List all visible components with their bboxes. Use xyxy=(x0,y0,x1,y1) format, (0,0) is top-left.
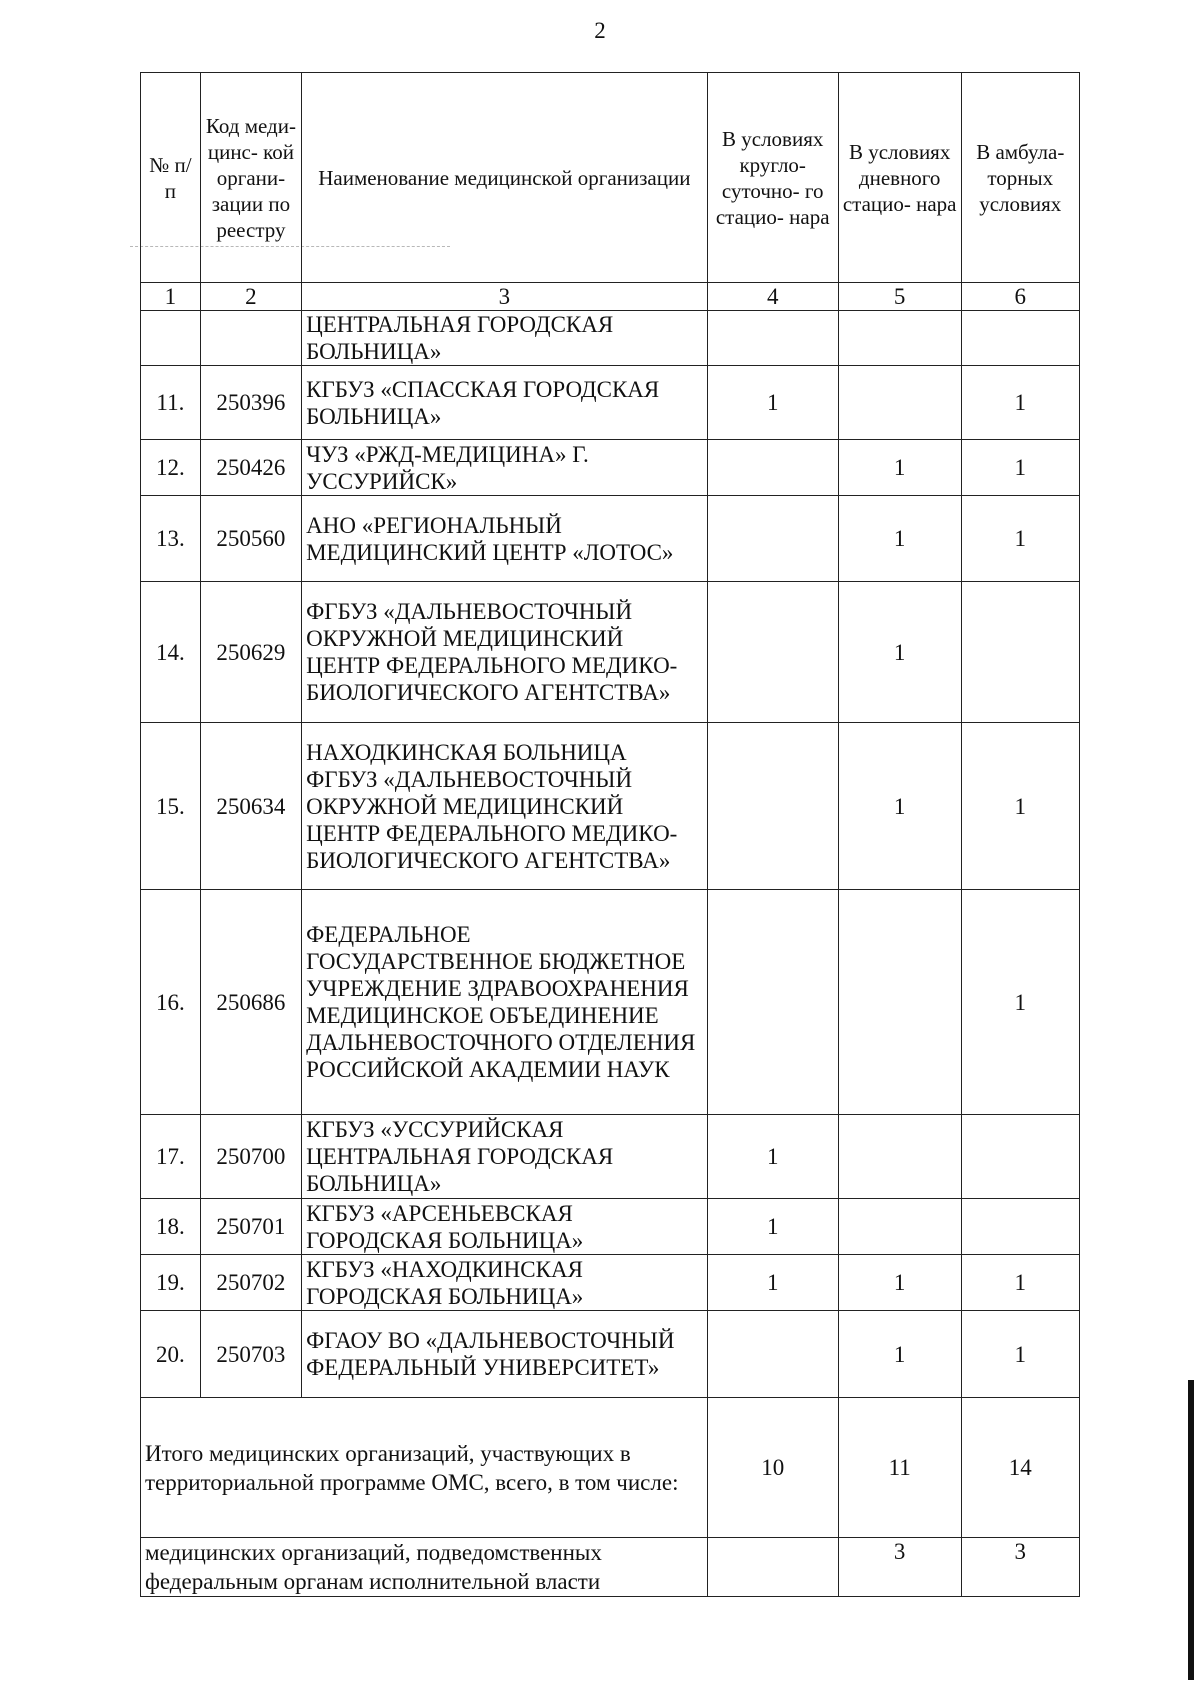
row-round-clock xyxy=(707,723,838,890)
row-outpatient xyxy=(961,582,1079,723)
table-row xyxy=(141,366,1080,440)
row-org-name: АНО «РЕГИОНАЛЬНЫЙ МЕДИЦИНСКИЙ ЦЕНТР «ЛОТОС» xyxy=(302,496,707,582)
column-number-row xyxy=(141,283,1080,311)
row-code: 250634 xyxy=(200,723,301,890)
row-code: 250700 xyxy=(200,1115,301,1199)
row-org-name: ФЕДЕРАЛЬНОЕ ГОСУДАРСТВЕННОЕ БЮДЖЕТНОЕ УЧРЕЖДЕНИЕ ЗДРАВООХРАНЕНИЯ МЕДИЦИНСКОЕ ОБЪЕДИНЕНИЕ ДАЛЬНЕВОСТОЧНОГО ОТДЕЛЕНИЯ РОССИЙСКОЙ АКАДЕМИИ НАУК xyxy=(302,890,707,1115)
row-org-name: ФГАОУ ВО «ДАЛЬНЕВОСТОЧНЫЙ ФЕДЕРАЛЬНЫЙ УНИВЕРСИТЕТ» xyxy=(302,1311,707,1398)
row-code: 250560 xyxy=(200,496,301,582)
column-number: 2 xyxy=(200,283,301,311)
column-number: 1 xyxy=(141,283,201,311)
row-org-name: ЦЕНТРАЛЬНАЯ ГОРОДСКАЯ БОЛЬНИЦА» xyxy=(302,311,707,366)
row-day-hospital: 1 xyxy=(838,582,961,723)
row-day-hospital: 1 xyxy=(838,723,961,890)
row-code: 250702 xyxy=(200,1255,301,1311)
header-round-clock: В условиях кругло- суточно- го стацио- нара xyxy=(707,73,838,283)
row-number: 18. xyxy=(141,1199,201,1255)
subtotal-row xyxy=(141,1538,1080,1597)
row-number: 20. xyxy=(141,1311,201,1398)
row-round-clock: 1 xyxy=(707,1255,838,1311)
row-number: 12. xyxy=(141,440,201,496)
column-number: 3 xyxy=(302,283,707,311)
row-outpatient xyxy=(961,1115,1079,1199)
row-round-clock xyxy=(707,311,838,366)
row-day-hospital: 1 xyxy=(838,496,961,582)
scan-edge-bar xyxy=(1188,1380,1194,1680)
table-row xyxy=(141,582,1080,723)
row-day-hospital xyxy=(838,890,961,1115)
row-outpatient xyxy=(961,311,1079,366)
row-code: 250629 xyxy=(200,582,301,723)
subtotal-label: медицинских организаций, подведомственных федеральным органам исполнительной власти xyxy=(141,1538,708,1597)
row-round-clock xyxy=(707,496,838,582)
row-number: 11. xyxy=(141,366,201,440)
row-outpatient: 1 xyxy=(961,890,1079,1115)
column-number: 4 xyxy=(707,283,838,311)
row-round-clock xyxy=(707,440,838,496)
row-number: 15. xyxy=(141,723,201,890)
table-row xyxy=(141,890,1080,1115)
row-day-hospital xyxy=(838,311,961,366)
subtotal-day-hospital: 3 xyxy=(838,1538,961,1597)
row-number xyxy=(141,311,201,366)
row-round-clock: 1 xyxy=(707,1115,838,1199)
row-round-clock: 1 xyxy=(707,366,838,440)
row-outpatient: 1 xyxy=(961,1255,1079,1311)
row-code: 250686 xyxy=(200,890,301,1115)
row-code: 250701 xyxy=(200,1199,301,1255)
row-round-clock: 1 xyxy=(707,1199,838,1255)
row-number: 19. xyxy=(141,1255,201,1311)
row-outpatient xyxy=(961,1199,1079,1255)
table-row xyxy=(141,1115,1080,1199)
header-num: № п/п xyxy=(141,73,201,283)
row-day-hospital xyxy=(838,1199,961,1255)
header-row xyxy=(141,73,1080,283)
row-round-clock xyxy=(707,582,838,723)
total-day-hospital: 11 xyxy=(838,1398,961,1538)
row-number: 17. xyxy=(141,1115,201,1199)
row-outpatient: 1 xyxy=(961,496,1079,582)
subtotal-round-clock xyxy=(707,1538,838,1597)
row-code xyxy=(200,311,301,366)
total-round-clock: 10 xyxy=(707,1398,838,1538)
total-label: Итого медицинских организаций, участвующих в территориальной программе ОМС, всего, в том числе: xyxy=(141,1398,708,1538)
total-row xyxy=(141,1398,1080,1538)
row-round-clock xyxy=(707,890,838,1115)
row-org-name: ЧУЗ «РЖД-МЕДИЦИНА» Г. УССУРИЙСК» xyxy=(302,440,707,496)
row-org-name: КГБУЗ «СПАССКАЯ ГОРОДСКАЯ БОЛЬНИЦА» xyxy=(302,366,707,440)
subtotal-outpatient: 3 xyxy=(961,1538,1079,1597)
row-day-hospital: 1 xyxy=(838,1311,961,1398)
column-number: 6 xyxy=(961,283,1079,311)
total-outpatient: 14 xyxy=(961,1398,1079,1538)
row-org-name: КГБУЗ «УССУРИЙСКАЯ ЦЕНТРАЛЬНАЯ ГОРОДСКАЯ БОЛЬНИЦА» xyxy=(302,1115,707,1199)
row-day-hospital xyxy=(838,1115,961,1199)
row-number: 14. xyxy=(141,582,201,723)
row-outpatient: 1 xyxy=(961,1311,1079,1398)
table-row xyxy=(141,440,1080,496)
row-number: 13. xyxy=(141,496,201,582)
header-outpatient: В амбула- торных условиях xyxy=(961,73,1079,283)
row-number: 16. xyxy=(141,890,201,1115)
row-org-name: ФГБУЗ «ДАЛЬНЕВОСТОЧНЫЙ ОКРУЖНОЙ МЕДИЦИНСКИЙ ЦЕНТР ФЕДЕРАЛЬНОГО МЕДИКО-БИОЛОГИЧЕСКОГО АГЕНТСТВА» xyxy=(302,582,707,723)
row-outpatient: 1 xyxy=(961,440,1079,496)
row-day-hospital: 1 xyxy=(838,440,961,496)
header-name: Наименование медицинской организации xyxy=(302,73,707,283)
row-round-clock xyxy=(707,1311,838,1398)
registry-table xyxy=(140,72,1080,1597)
row-org-name: КГБУЗ «НАХОДКИНСКАЯ ГОРОДСКАЯ БОЛЬНИЦА» xyxy=(302,1255,707,1311)
table-row xyxy=(141,496,1080,582)
row-outpatient: 1 xyxy=(961,366,1079,440)
column-number: 5 xyxy=(838,283,961,311)
row-code: 250396 xyxy=(200,366,301,440)
row-code: 250703 xyxy=(200,1311,301,1398)
row-outpatient: 1 xyxy=(961,723,1079,890)
row-day-hospital: 1 xyxy=(838,1255,961,1311)
header-day-hospital: В условиях дневного стацио- нара xyxy=(838,73,961,283)
row-org-name: НАХОДКИНСКАЯ БОЛЬНИЦА ФГБУЗ «ДАЛЬНЕВОСТОЧНЫЙ ОКРУЖНОЙ МЕДИЦИНСКИЙ ЦЕНТР ФЕДЕРАЛЬНОГО МЕДИКО-БИОЛОГИЧЕСКОГО АГЕНТСТВА» xyxy=(302,723,707,890)
table-row xyxy=(141,311,1080,366)
table-row xyxy=(141,723,1080,890)
table-row xyxy=(141,1255,1080,1311)
header-code: Код меди- цинс- кой органи- зации по реестру xyxy=(200,73,301,283)
row-code: 250426 xyxy=(200,440,301,496)
row-org-name: КГБУЗ «АРСЕНЬЕВСКАЯ ГОРОДСКАЯ БОЛЬНИЦА» xyxy=(302,1199,707,1255)
page-number: 2 xyxy=(594,18,606,43)
row-day-hospital xyxy=(838,366,961,440)
table-row xyxy=(141,1311,1080,1398)
table-row xyxy=(141,1199,1080,1255)
